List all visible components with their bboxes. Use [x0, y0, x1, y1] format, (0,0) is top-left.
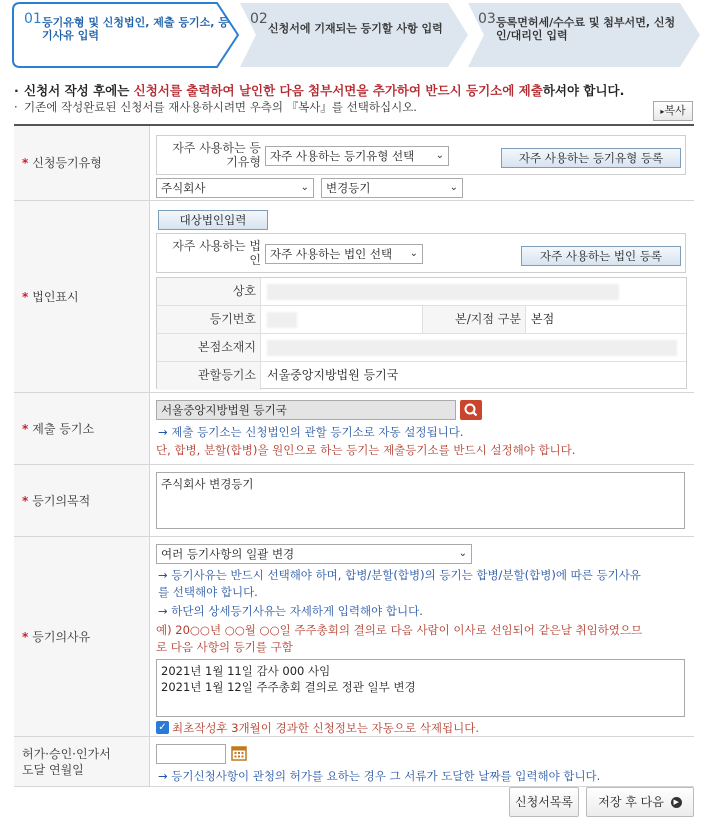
reg-type-label: 신청등기유형: [32, 156, 102, 170]
notice-submit-text-b: 신청서를 출력하여 날인한 다음 첨부서면을 추가하여 반드시 등기소에 제출: [133, 83, 543, 98]
permit-label-line1: 허가·승인·인가서: [22, 746, 111, 761]
reason-note-2: → 하단의 상세등기사유는 자세하게 입력해야 합니다.: [158, 604, 423, 618]
reason-example-2: 로 다음 사항의 등기를 구함: [156, 640, 293, 654]
step-3-label: 등록면허세/수수료 및 첨부서면, 신청인/대리인 입력: [496, 16, 676, 42]
copy-button-label: 복사: [664, 104, 686, 117]
freq-reg-type-select[interactable]: 자주 사용하는 등기유형 선택 ⌄: [265, 146, 449, 166]
chevron-down-icon: ⌄: [458, 548, 467, 559]
company-type-select[interactable]: 주식회사 ⌄: [156, 178, 314, 198]
chevron-down-icon: ⌄: [449, 182, 458, 193]
corp-address-row: [157, 334, 686, 362]
save-next-label: 저장 후 다음: [598, 795, 664, 809]
notice-submit-text-a: 신청서 작성 후에는: [24, 83, 134, 98]
office-note-1: → 제출 등기소는 신청법인의 관할 등기소로 자동 설정됩니다.: [158, 425, 464, 439]
reason-note-1: → 등기사유는 반드시 선택해야 하며, 합병/분할(합병)의 등기는 합병/분할(합병)에 따른 등기사유: [158, 568, 641, 582]
step-3: [468, 2, 702, 68]
office-search-button[interactable]: [460, 400, 482, 420]
required-mark: *: [22, 421, 29, 436]
play-circle-icon: ▶: [671, 797, 682, 808]
corp-label: 법인표시: [32, 289, 79, 304]
step-3-number: 03: [478, 11, 496, 27]
row-reg-type: [14, 126, 694, 201]
corp-info-grid: [156, 277, 687, 389]
permit-note: → 등기신청사항이 관청의 허가를 요하는 경우 그 서류가 도달한 날짜를 입력해야 합니다.: [158, 769, 601, 783]
step-1-label: 등기유형 및 신청법인, 제출 등기소, 등기사유 입력: [42, 16, 229, 42]
target-corp-button[interactable]: 대상법인입력: [158, 210, 268, 230]
corp-name-row: [157, 278, 686, 306]
permit-date-input[interactable]: [156, 744, 226, 764]
row-header: [14, 537, 150, 736]
reason-textarea[interactable]: 2021년 1월 11일 감사 000 사임 2021년 1월 12일 주주총회 결의로 정관 일부 변경: [156, 659, 685, 717]
reason-label: 등기의사유: [32, 629, 91, 644]
corp-regno-row: [157, 306, 686, 334]
office-field: 서울중앙지방법원 등기국: [156, 400, 456, 420]
freq-corp-label: 자주 사용하는 법인: [172, 239, 261, 267]
step-1: [12, 2, 240, 68]
corp-office-value: 서울중앙지방법원 등기국: [267, 368, 399, 382]
required-mark: *: [22, 289, 29, 304]
save-next-button[interactable]: [586, 787, 694, 817]
redacted-address: [267, 340, 677, 356]
corp-office-label: 관할등기소: [157, 362, 261, 390]
row-permit-date: [14, 737, 694, 787]
redacted-corp-name: [267, 284, 619, 300]
chevron-down-icon: ⌄: [435, 150, 444, 161]
required-mark: *: [22, 493, 29, 508]
corp-regno-label: 등기번호: [157, 306, 261, 333]
reason-note-1b: 를 선택해야 합니다.: [158, 585, 258, 599]
row-header: [14, 465, 150, 536]
permit-label-line2: 도달 연월일: [22, 762, 84, 777]
auto-delete-label: 최초작성후 3개월이 경과한 신청정보는 자동으로 삭제됩니다.: [172, 721, 479, 735]
corp-address-label: 본점소재지: [157, 334, 261, 361]
row-reason: [14, 537, 694, 737]
notice-copy-text: 기존에 작성완료된 신청서를 재사용하시려면 우측의 『복사』를 선택하십시오.: [24, 100, 417, 114]
step-2-label: 신청서에 기재되는 등기할 사항 입력: [268, 22, 443, 35]
notice-submit: · 신청서 작성 후에는 신청서를 출력하여 날인한 다음 첨부서면을 추가하여 반드시 등기소에 제출하셔야 합니다.: [14, 83, 625, 98]
notice-submit-text-c: 하셔야 합니다.: [542, 83, 625, 98]
search-icon: [460, 400, 482, 420]
office-label: 제출 등기소: [32, 421, 95, 436]
corp-name-label: 상호: [157, 278, 261, 305]
chevron-down-icon: ⌄: [300, 182, 309, 193]
branch-label: 본/지점 구분: [422, 306, 526, 333]
application-list-button[interactable]: 신청서목록: [509, 787, 579, 817]
corp-office-row: [157, 362, 686, 390]
purpose-label: 등기의목적: [32, 493, 91, 508]
notice-copy: · 기존에 작성완료된 신청서를 재사용하시려면 우측의 『복사』를 선택하십시오.: [14, 100, 417, 114]
step-2-shape: [240, 2, 470, 68]
reason-select[interactable]: 여러 등기사항의 일괄 변경 ⌄: [156, 544, 472, 564]
required-mark: *: [22, 629, 29, 644]
step-2: [240, 2, 470, 68]
auto-delete-checkbox[interactable]: ✓: [156, 721, 169, 734]
purpose-textarea[interactable]: 주식회사 변경등기: [156, 472, 685, 529]
freq-reg-type-box: [156, 135, 686, 175]
reason-example-1: 예) 20○○년 ○○월 ○○일 주주총회의 결의로 다음 사람이 이사로 선임되어 같은날 취임하였으므: [156, 623, 643, 637]
row-header: [14, 737, 150, 786]
step-indicator: [12, 2, 702, 68]
step-1-number: 01: [24, 11, 42, 27]
reg-kind-select[interactable]: 변경등기 ⌄: [321, 178, 463, 198]
redacted-regno: [267, 312, 297, 328]
register-freq-corp-button[interactable]: 자주 사용하는 법인 등록: [521, 246, 681, 266]
freq-reg-type-label: 자주 사용하는 등기유형: [172, 141, 261, 169]
step-2-number: 02: [250, 11, 268, 27]
register-freq-reg-type-button[interactable]: 자주 사용하는 등기유형 등록: [501, 148, 681, 168]
office-note-2: 단, 합병, 분할(합병)을 원인으로 하는 등기는 제출등기소를 반드시 설정해야 합니다.: [156, 443, 576, 457]
calendar-icon[interactable]: [231, 745, 247, 761]
chevron-down-icon: ⌄: [409, 248, 418, 259]
copy-button[interactable]: [653, 101, 693, 121]
row-corp: [14, 201, 694, 393]
row-header: [14, 201, 150, 392]
row-header: [14, 126, 150, 200]
row-purpose: [14, 465, 694, 537]
required-mark: *: [22, 156, 29, 170]
row-header: [14, 393, 150, 464]
freq-corp-select[interactable]: 자주 사용하는 법인 선택 ⌄: [265, 244, 423, 264]
row-office: [14, 393, 694, 465]
branch-value: 본점: [531, 312, 555, 326]
arrow-right-icon: ▸: [660, 107, 665, 116]
freq-corp-box: [156, 233, 686, 273]
application-form: [14, 124, 694, 787]
